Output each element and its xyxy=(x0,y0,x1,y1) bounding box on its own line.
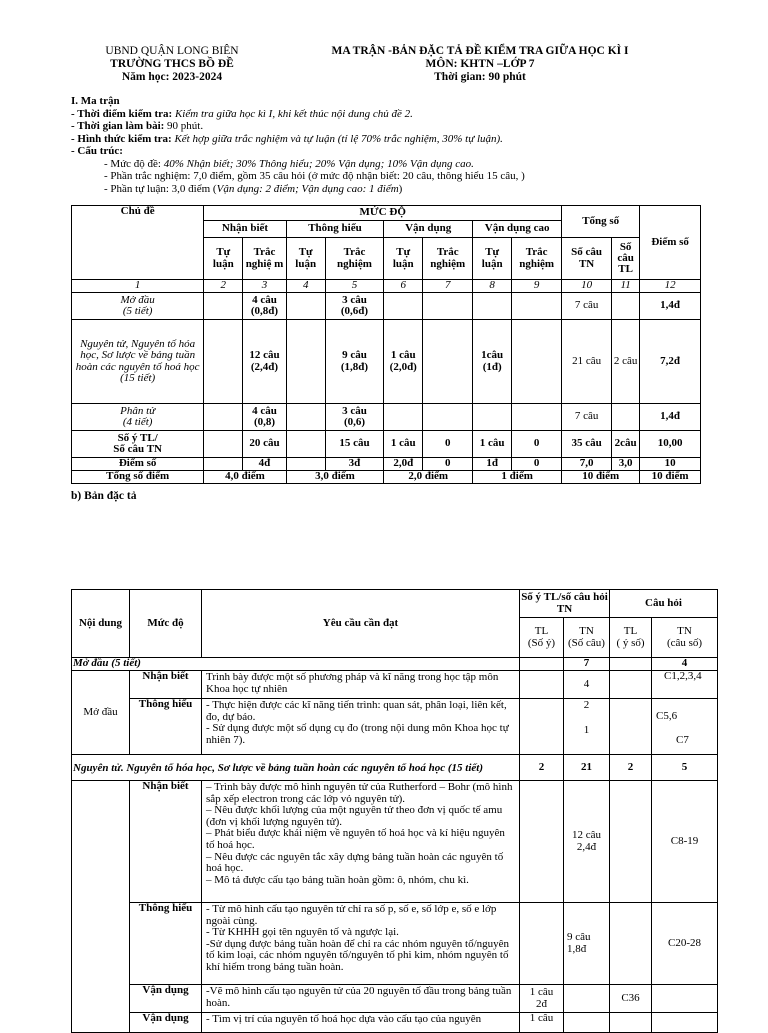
sub-header: Tự luận xyxy=(286,238,325,280)
exam-time-label: - Thời điểm kiểm tra: xyxy=(71,107,173,120)
tl-count: 1 câu 2đ xyxy=(520,985,564,1013)
essay-prefix: - Phần tự luận: 3,0 điểm ( xyxy=(104,182,217,195)
matrix-cell xyxy=(473,404,512,431)
spec-header-question: Câu hỏi xyxy=(610,590,718,618)
level-name: Vận dụng xyxy=(130,1013,202,1033)
column-number-row xyxy=(72,280,701,293)
requirement-line: -Sử dụng được bảng tuần hoàn để chỉ ra các nhóm nguyên tố/nguyên tố kim loại, các nhóm nguyên tố/nguyên tố phi kim, nhóm nguyên tố khí hiếm trong bảng tuần hoàn. xyxy=(206,937,510,973)
spec-header-requirement: Yêu cầu cần đạt xyxy=(202,590,520,658)
spec-sub-header: TN (Số câu) xyxy=(564,618,610,658)
district-name: UBND QUẬN LONG BIÊN xyxy=(105,45,239,57)
section-title: Nguyên tử. Nguyên tố hóa học, Sơ lược về bảng tuần hoàn các nguyên tố hoá học (15 tiết) xyxy=(72,755,520,781)
matrix-cell: 1 câu xyxy=(384,431,423,458)
matrix-cell xyxy=(286,458,325,471)
matrix-cell: 1câu (1đ) xyxy=(473,320,512,404)
matrix-cell: 0 xyxy=(423,458,473,471)
section-count: 5 xyxy=(652,755,718,781)
matrix-cell: 1 câu xyxy=(473,431,512,458)
section-count: 2 xyxy=(520,755,564,781)
col-number: 10 xyxy=(562,280,612,293)
header-right xyxy=(290,45,670,84)
level-value: 40% Nhận biết; 30% Thông hiểu; 20% Vận dụng; 10% Vận dụng cao. xyxy=(163,157,474,170)
col-number: 8 xyxy=(473,280,512,293)
requirement-line: - Từ KHHH gọi tên nguyên tố và ngược lại. xyxy=(206,926,399,939)
matrix-total-cell: 1 điểm xyxy=(473,471,562,484)
matrix-header-level: MỨC ĐỘ xyxy=(204,206,562,221)
matrix-body xyxy=(72,293,701,471)
matrix-cell: 0 xyxy=(423,431,473,458)
requirement-line: – Mô tả được cấu tạo bảng tuần hoàn gồm: ô, nhóm, chu kì. xyxy=(206,873,469,886)
matrix-cell: 35 câu xyxy=(562,431,612,458)
level-header: Thông hiểu xyxy=(286,221,384,238)
level-prefix: - Mức độ đề: xyxy=(104,157,164,170)
section-count: 2 xyxy=(610,755,652,781)
matrix-cell: 1đ xyxy=(473,458,512,471)
tn-count-part: 1 xyxy=(583,723,590,736)
matrix-cell: 7 câu xyxy=(562,404,612,431)
exam-time-value: Kiểm tra giữa học kì I, khi kết thúc nội dung chủ đề 2. xyxy=(172,107,413,120)
matrix-total-cell: 2,0 điểm xyxy=(384,471,473,484)
matrix-cell: 3 câu (0,6đ) xyxy=(325,293,384,320)
requirement-text: -Vẽ mô hình cấu tạo nguyên tử của 20 nguyên tố đầu trong bảng tuần hoàn. xyxy=(202,985,520,1013)
question-numbers xyxy=(652,699,718,755)
section-count xyxy=(610,658,652,671)
matrix-cell xyxy=(204,404,243,431)
requirement-line: – Trình bày được mô hình nguyên tử của Rutherford – Bohr (mô hình sắp xếp electron trong các lớp vỏ nguyên tử). xyxy=(206,781,513,805)
spec-row xyxy=(72,985,718,1013)
matrix-topic-cell: Mở đầu (5 tiết) xyxy=(72,293,204,320)
spec-heading: b) Bản đặc tả xyxy=(71,490,137,502)
col-number: 5 xyxy=(325,280,384,293)
section-count: 21 xyxy=(564,755,610,781)
tn-count xyxy=(564,699,610,755)
matrix-cell: 1 câu (2,0đ) xyxy=(384,320,423,404)
spec-table xyxy=(71,589,718,1033)
mc-part: - Phần trắc nghiệm: 7,0 điểm, gồm 35 câu hỏi (ở mức độ nhận biết: 20 câu, thông hiểu 15 câu, ) xyxy=(104,170,525,182)
tn-count: 12 câu 2,4đ xyxy=(564,781,610,903)
matrix-cell: 3đ xyxy=(325,458,384,471)
col-number: 9 xyxy=(512,280,562,293)
requirement-text xyxy=(202,903,520,985)
matrix-cell: 3 câu (0,6) xyxy=(325,404,384,431)
essay-value: Vận dụng: 2 điểm; Vận dụng cao: 1 điểm xyxy=(216,182,399,195)
matrix-cell xyxy=(612,404,640,431)
matrix-cell xyxy=(423,320,473,404)
matrix-topic-cell: Phân tử (4 tiết) xyxy=(72,404,204,431)
level-header: Nhận biết xyxy=(204,221,286,238)
matrix-row xyxy=(72,458,701,471)
sub-header: Trắc nghiệ m xyxy=(243,238,286,280)
matrix-header-topic: Chủ đề xyxy=(72,206,204,280)
matrix-cell xyxy=(512,404,562,431)
format-label: - Hình thức kiểm tra: xyxy=(71,132,172,145)
matrix-row xyxy=(72,404,701,431)
level-name: Thông hiểu xyxy=(130,903,202,985)
matrix-cell: 2,0đ xyxy=(384,458,423,471)
col-number: 11 xyxy=(612,280,640,293)
requirement-line: - Sử dụng được một số dụng cụ đo (trong nội dung môn Khoa học tự nhiên 7). xyxy=(206,722,509,746)
sub-header: Số câu TN xyxy=(562,238,612,280)
matrix-cell: 12 câu (2,4đ) xyxy=(243,320,286,404)
structure-label: - Cấu trúc: xyxy=(71,145,123,157)
matrix-cell xyxy=(204,293,243,320)
matrix-cell xyxy=(286,431,325,458)
matrix-cell xyxy=(384,404,423,431)
matrix-row xyxy=(72,320,701,404)
duration-value: 90 phút. xyxy=(164,120,204,132)
spec-header-count: Số ý TL/số câu hỏi TN xyxy=(520,590,610,618)
tn-count-part: 2 xyxy=(583,699,590,711)
essay-suffix: ) xyxy=(398,182,403,195)
matrix-cell: 15 câu xyxy=(325,431,384,458)
matrix-cell xyxy=(512,293,562,320)
matrix-cell: 7,0 xyxy=(562,458,612,471)
matrix-cell xyxy=(384,293,423,320)
requirement-text xyxy=(202,699,520,755)
matrix-topic-cell: Nguyên tử, Nguyên tố hóa học, Sơ lược về bảng tuần hoàn các nguyên tố hoá học (15 tiết) xyxy=(72,320,204,404)
requirement-text xyxy=(202,781,520,903)
matrix-total-cell: 10 điểm xyxy=(640,471,701,484)
format-value: Kết hợp giữa trắc nghiệm và tự luận (tỉ lệ 70% trắc nghiệm, 30% tự luận). xyxy=(171,132,503,145)
sub-header: Tự luận xyxy=(384,238,423,280)
matrix-cell: 10 xyxy=(640,458,701,471)
col-number: 6 xyxy=(384,280,423,293)
matrix-row xyxy=(72,293,701,320)
matrix-cell: 0 xyxy=(512,431,562,458)
question-numbers: C20-28 xyxy=(652,903,718,985)
spec-row xyxy=(72,1013,718,1033)
matrix-topic-cell: Điểm số xyxy=(72,458,204,471)
matrix-cell xyxy=(204,320,243,404)
matrix-row xyxy=(72,431,701,458)
matrix-total-row xyxy=(72,471,701,484)
spec-header-level: Mức độ xyxy=(130,590,202,658)
matrix-cell: 1,4đ xyxy=(640,404,701,431)
level-name: Vận dụng xyxy=(130,985,202,1013)
col-number: 3 xyxy=(243,280,286,293)
matrix-cell xyxy=(512,320,562,404)
col-number: 1 xyxy=(72,280,204,293)
matrix-cell: 7 câu xyxy=(562,293,612,320)
matrix-header-score: Điểm số xyxy=(640,206,701,280)
subject-line: MÔN: KHTN –LỚP 7 xyxy=(425,58,535,70)
section-heading: I. Ma trận xyxy=(71,95,120,107)
matrix-total-cell: 10 điểm xyxy=(562,471,640,484)
matrix-total-label: Tổng số điểm xyxy=(72,471,204,484)
matrix-cell: 2câu xyxy=(612,431,640,458)
matrix-cell: 2 câu xyxy=(612,320,640,404)
section-count xyxy=(520,658,564,671)
spec-sub-header: TN (câu số) xyxy=(652,618,718,658)
matrix-cell xyxy=(612,293,640,320)
level-header: Vận dụng cao xyxy=(473,221,562,238)
requirement-line: – Nêu được các nguyên tắc xây dựng bảng tuần hoàn các nguyên tố hoá học. xyxy=(206,850,504,875)
section-count: 7 xyxy=(564,658,610,671)
duration-line: Thời gian: 90 phút xyxy=(434,71,526,83)
section-title: Mở đầu (5 tiết) xyxy=(72,658,520,671)
col-number: 7 xyxy=(423,280,473,293)
matrix-total-cell: 4,0 điểm xyxy=(204,471,286,484)
requirement-line: - Từ mô hình cấu tạo nguyên tử chỉ ra số p, số e, số lớp e, số e lớp ngoài cùng. xyxy=(206,903,497,927)
spec-row xyxy=(72,699,718,755)
matrix-cell xyxy=(423,404,473,431)
matrix-cell xyxy=(286,293,325,320)
question-numbers: C8-19 xyxy=(652,781,718,903)
matrix-header-total: Tổng số xyxy=(562,206,640,238)
question-part: C5,6 xyxy=(656,710,678,722)
matrix-cell: 21 câu xyxy=(562,320,612,404)
matrix-cell: 4 câu (0,8) xyxy=(243,404,286,431)
level-name: Nhận biết xyxy=(130,781,202,903)
col-number: 4 xyxy=(286,280,325,293)
matrix-table xyxy=(71,205,701,484)
matrix-cell: 1,4đ xyxy=(640,293,701,320)
duration-label: - Thời gian làm bài: xyxy=(71,120,165,132)
requirement-text: - Tìm vị trí của nguyên tố hoá học dựa vào cấu tạo của nguyên xyxy=(202,1013,520,1033)
matrix-cell: 0 xyxy=(512,458,562,471)
spec-row xyxy=(72,781,718,903)
level-name: Nhận biết xyxy=(130,671,202,699)
intro-section xyxy=(71,95,711,195)
section-count: 4 xyxy=(652,658,718,671)
matrix-total-cell: 3,0 điểm xyxy=(286,471,384,484)
matrix-topic-cell: Số ý TL/ Số câu TN xyxy=(72,431,204,458)
matrix-cell: 7,2đ xyxy=(640,320,701,404)
matrix-cell: 4đ xyxy=(243,458,286,471)
matrix-cell: 20 câu xyxy=(243,431,286,458)
spec-row xyxy=(72,671,718,699)
col-number: 12 xyxy=(640,280,701,293)
sub-header: Tự luận xyxy=(204,238,243,280)
matrix-cell xyxy=(204,458,243,471)
requirement-text: Trình bày được một số phương pháp và kĩ năng trong học tập môn Khoa học tự nhiên xyxy=(202,671,520,699)
question-numbers: C1,2,3,4 xyxy=(652,671,718,699)
tn-count: 4 xyxy=(564,671,610,699)
spec-sub-header: TL (Số ý) xyxy=(520,618,564,658)
document-title: MA TRẬN -BẢN ĐẶC TẢ ĐỀ KIỂM TRA GIỮA HỌC KÌ I xyxy=(331,45,629,57)
matrix-cell: 4 câu (0,8đ) xyxy=(243,293,286,320)
matrix-cell xyxy=(423,293,473,320)
requirement-line: - Thực hiện được các kĩ năng tiến trình: quan sát, phân loại, liên kết, đo, dự báo. xyxy=(206,699,507,723)
sub-header: Trắc nghiệm xyxy=(512,238,562,280)
matrix-cell: 9 câu (1,8đ) xyxy=(325,320,384,404)
requirement-line: – Phát biểu được khái niệm về nguyên tố hoá học và kí hiệu nguyên tố hoá học. xyxy=(206,827,505,851)
requirement-line: – Nêu được khối lượng của một nguyên tử theo đơn vị quốc tế amu (đơn vị khối lượng nguyên tử). xyxy=(206,804,503,828)
spec-section-row xyxy=(72,755,718,781)
matrix-cell xyxy=(286,320,325,404)
school-name: TRƯỜNG THCS BỒ ĐỀ xyxy=(110,58,234,70)
header-left xyxy=(82,45,262,84)
content-name: Mở đầu xyxy=(72,671,130,755)
level-name: Thông hiểu xyxy=(130,699,202,755)
sub-header: Trắc nghiệm xyxy=(423,238,473,280)
matrix-cell: 3,0 xyxy=(612,458,640,471)
matrix-cell: 10,00 xyxy=(640,431,701,458)
sub-header: Số câu TL xyxy=(612,238,640,280)
question-part: C7 xyxy=(676,733,689,746)
matrix-cell xyxy=(204,431,243,458)
col-number: 2 xyxy=(204,280,243,293)
spec-section-row xyxy=(72,658,718,671)
sub-header: Tự luận xyxy=(473,238,512,280)
spec-header-content: Nội dung xyxy=(72,590,130,658)
school-year: Năm học: 2023-2024 xyxy=(121,71,223,83)
tl-count: 1 câu xyxy=(520,1013,564,1033)
tn-count: 9 câu 1,8đ xyxy=(564,903,610,985)
question-numbers: C36 xyxy=(610,985,652,1013)
spec-row xyxy=(72,903,718,985)
sub-header: Trắc nghiệm xyxy=(325,238,384,280)
matrix-cell xyxy=(286,404,325,431)
level-header: Vận dụng xyxy=(384,221,473,238)
spec-sub-header: TL ( ý số) xyxy=(610,618,652,658)
matrix-cell xyxy=(473,293,512,320)
